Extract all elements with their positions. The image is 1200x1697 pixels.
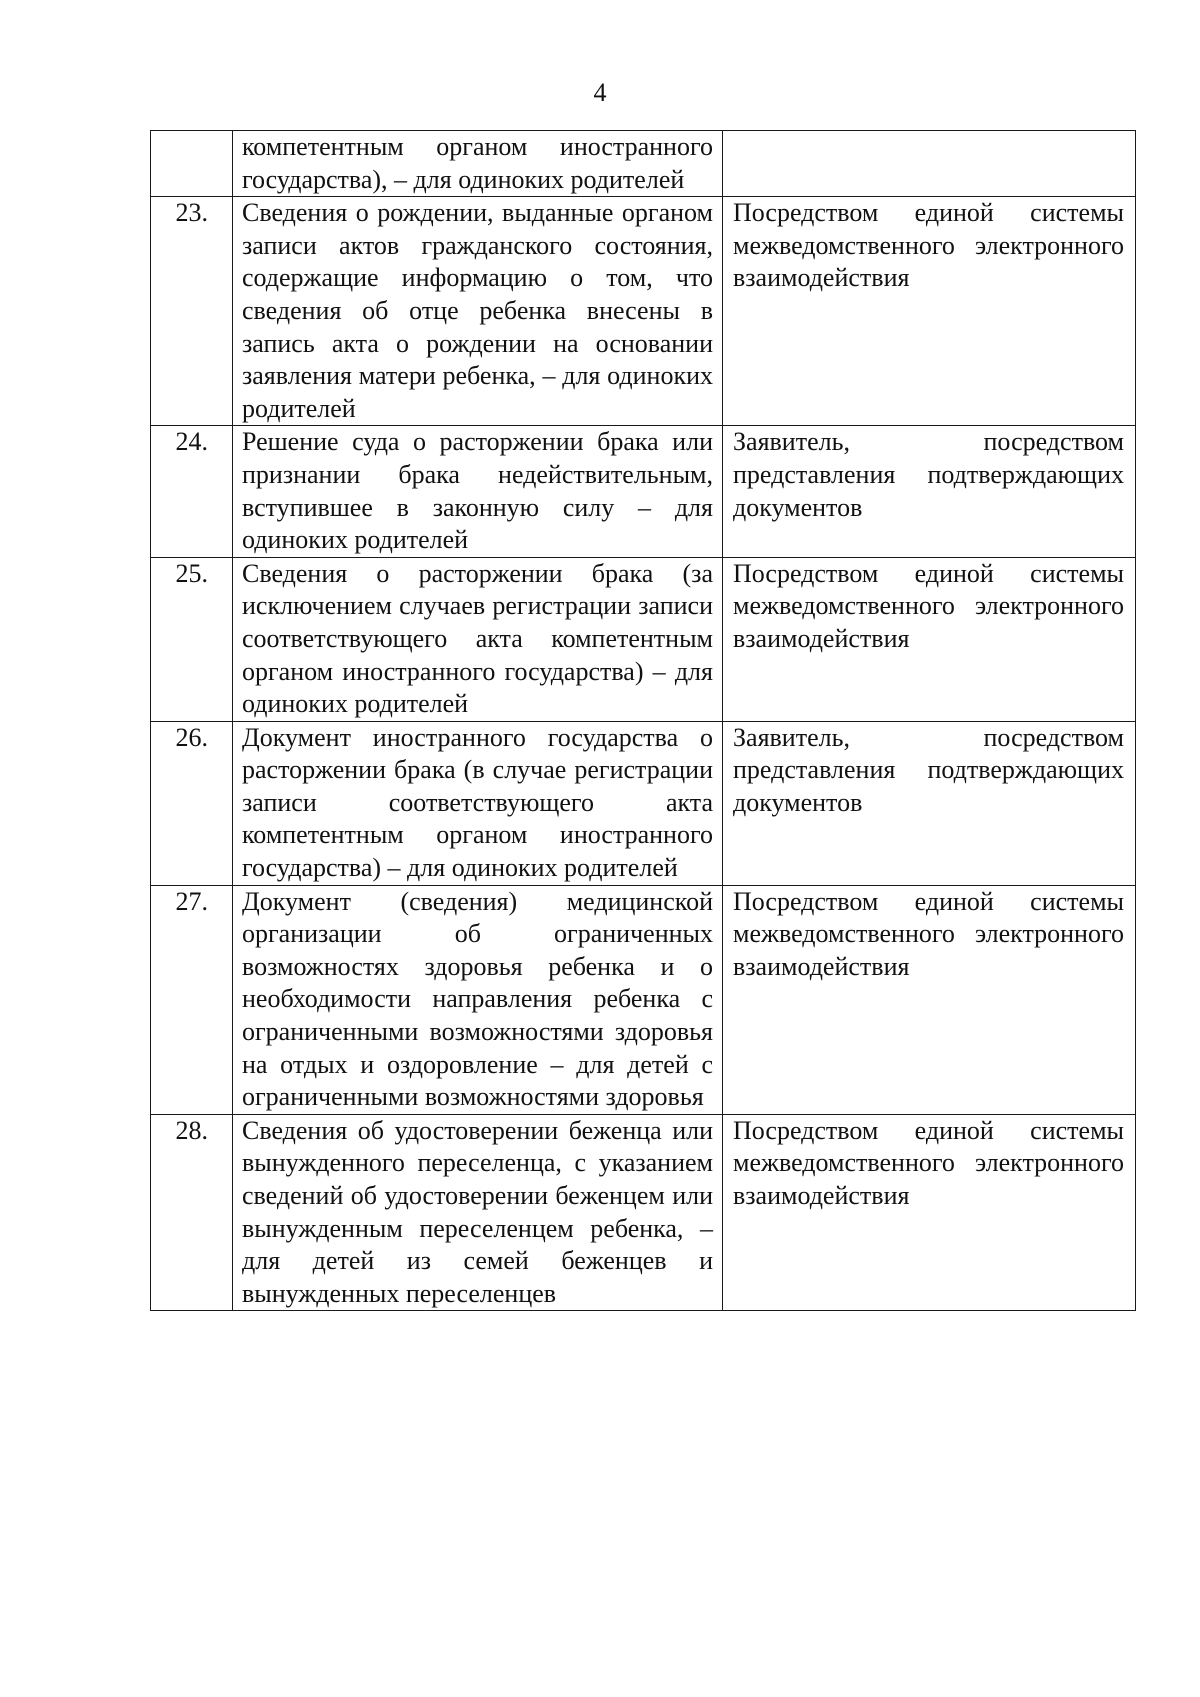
method-text: Посредством единой системы межведомственного электронного взаимодействия — [733, 886, 1124, 981]
table-row — [151, 1114, 1136, 1311]
method-cell — [723, 885, 1136, 1114]
method-cell — [723, 426, 1136, 557]
table-row — [151, 885, 1136, 1114]
row-number-cell: 28. — [151, 1114, 233, 1311]
table-row — [151, 557, 1136, 721]
method-cell — [723, 197, 1136, 426]
document-cell — [233, 131, 723, 197]
document-text: Документ иностранного государства о расторжении брака (в случае регистрации записи соответствующего акта компетентным органом иностранного государства) – для одиноких родителей — [242, 722, 713, 883]
table-row — [151, 131, 1136, 197]
method-text: Заявитель, посредством представления подтверждающих документов — [733, 427, 1124, 522]
method-text: Посредством единой системы межведомственного электронного взаимодействия — [733, 558, 1124, 653]
document-text: Сведения о рождении, выданные органом записи актов гражданского состояния, содержащие информацию о том, что сведения об отце ребенка внесены в запись акта о рождении на основании заявления матери ребенка, – для одиноких родителей — [242, 198, 713, 423]
document-cell — [233, 426, 723, 557]
method-text: Посредством единой системы межведомственного электронного взаимодействия — [733, 1115, 1124, 1210]
row-number-cell: 23. — [151, 197, 233, 426]
document-text: Документ (сведения) медицинской организации об ограниченных возможностях здоровья ребенка и о необходимости направления ребенка с ограниченными возможностями здоровья на отдых и оздоровление – для детей с ограниченными возможностями здоровья — [242, 886, 713, 1112]
document-text: Сведения об удостоверении беженца или вынужденного переселенца, с указанием сведений об удостоверении беженцем или вынужденным переселенцем ребенка, – для детей из семей беженцев и вынужденных переселенцев — [242, 1115, 713, 1308]
document-cell — [233, 1114, 723, 1311]
document-text: Сведения о расторжении брака (за исключением случаев регистрации записи соответствующего акта компетентным органом иностранного государства) – для одиноких родителей — [242, 558, 713, 719]
row-number-cell — [151, 131, 233, 197]
table-row — [151, 426, 1136, 557]
row-number-cell: 24. — [151, 426, 233, 557]
document-text: Решение суда о расторжении брака или признании брака недействительным, вступившее в законную силу – для одиноких родителей — [242, 427, 713, 555]
method-text: Заявитель, посредством представления подтверждающих документов — [733, 722, 1124, 817]
method-cell — [723, 131, 1136, 197]
document-cell — [233, 721, 723, 885]
document-text: компетентным органом иностранного государства), – для одиноких родителей — [242, 132, 713, 194]
row-number-cell: 27. — [151, 885, 233, 1114]
documents-table — [150, 130, 1136, 1311]
document-cell — [233, 557, 723, 721]
document-cell — [233, 885, 723, 1114]
method-cell — [723, 557, 1136, 721]
row-number-cell: 26. — [151, 721, 233, 885]
table-row — [151, 197, 1136, 426]
row-number-cell: 25. — [151, 557, 233, 721]
method-text: Посредством единой системы межведомственного электронного взаимодействия — [733, 198, 1124, 293]
page-number: 4 — [593, 78, 607, 107]
table-row — [151, 721, 1136, 885]
method-cell — [723, 721, 1136, 885]
method-cell — [723, 1114, 1136, 1311]
document-cell — [233, 197, 723, 426]
